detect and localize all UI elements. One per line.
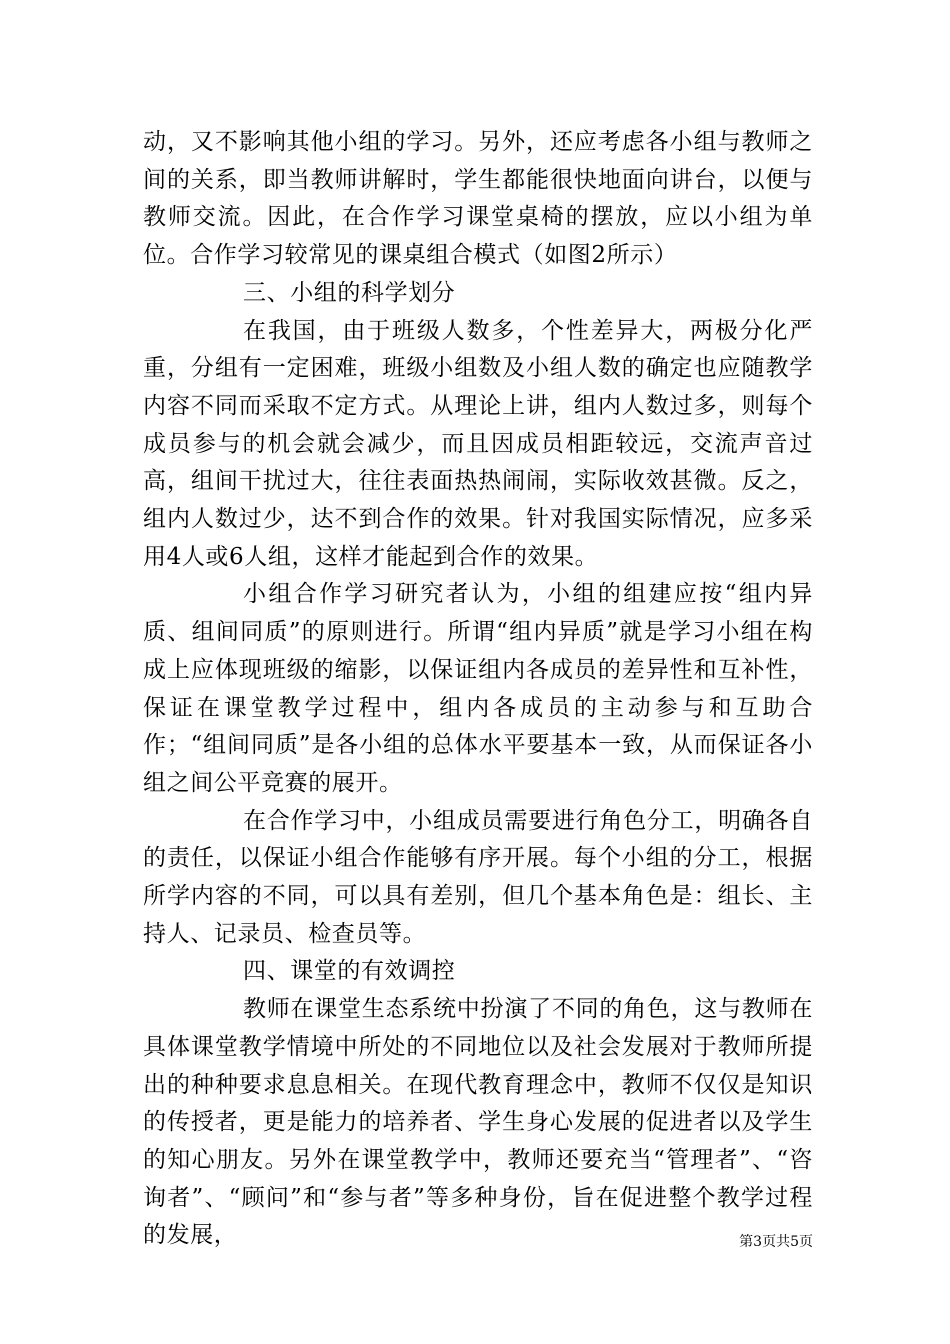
section-heading-4: 四、课堂的有效调控 <box>243 958 456 985</box>
paragraph-teacher-roles: 教师在课堂生态系统中扮演了不同的角色，这与教师在具体课堂教学情境中所处的不同地位以及社会发展对于教师所提出的种种要求息息相关。在现代教育理念中，教师不仅仅是知识的传授者，更是能力的培养者、学生身心发展的促进者以及学生的知心朋友。另外在课堂教学中，教师还要充当“管理者”、“咨询者”、“顾问”和“参与者”等多种身份，旨在促进整个教学过程的发展， <box>143 996 813 1249</box>
paragraph-group-size: 在我国，由于班级人数多，个性差异大，两极分化严重，分组有一定困难，班级小组数及小组人数的确定也应随教学内容不同而采取不定方式。从理论上讲，组内人数过多，则每个成员参与的机会就会减少，而且因成员相距较远，交流声音过高，组间干扰过大，往往表面热热闹闹，实际收效甚微。反之，组内人数过少，达不到合作的效果。针对我国实际情况，应多采用4人或6人组，这样才能起到合作的效果。 <box>143 317 813 570</box>
page-number: 第3页共5页 <box>739 1234 813 1250</box>
section-heading-3: 三、小组的科学划分 <box>243 279 456 306</box>
paragraph-continuation: 动，又不影响其他小组的学习。另外，还应考虑各小组与教师之间的关系，即当教师讲解时，学生都能很快地面向讲台，以便与教师交流。因此，在合作学习课堂桌椅的摆放，应以小组为单位。合作学习较常见的课桌组合模式（如图2所示） <box>143 129 813 269</box>
document-body <box>143 124 813 1255</box>
paragraph-group-formation: 小组合作学习研究者认为，小组的组建应按“组内异质、组间同质”的原则进行。所谓“组内异质”就是学习小组在构成上应体现班级的缩影，以保证组内各成员的差异性和互补性，保证在课堂教学过程中，组内各成员的主动参与和互助合作；“组间同质”是各小组的总体水平要基本一致，从而保证各小组之间公平竞赛的展开。 <box>143 581 813 796</box>
paragraph-role-division: 在合作学习中，小组成员需要进行角色分工，明确各自的责任，以保证小组合作能够有序开展。每个小组的分工，根据所学内容的不同，可以具有差别，但几个基本角色是：组长、主持人、记录员、检查员等。 <box>143 807 813 947</box>
